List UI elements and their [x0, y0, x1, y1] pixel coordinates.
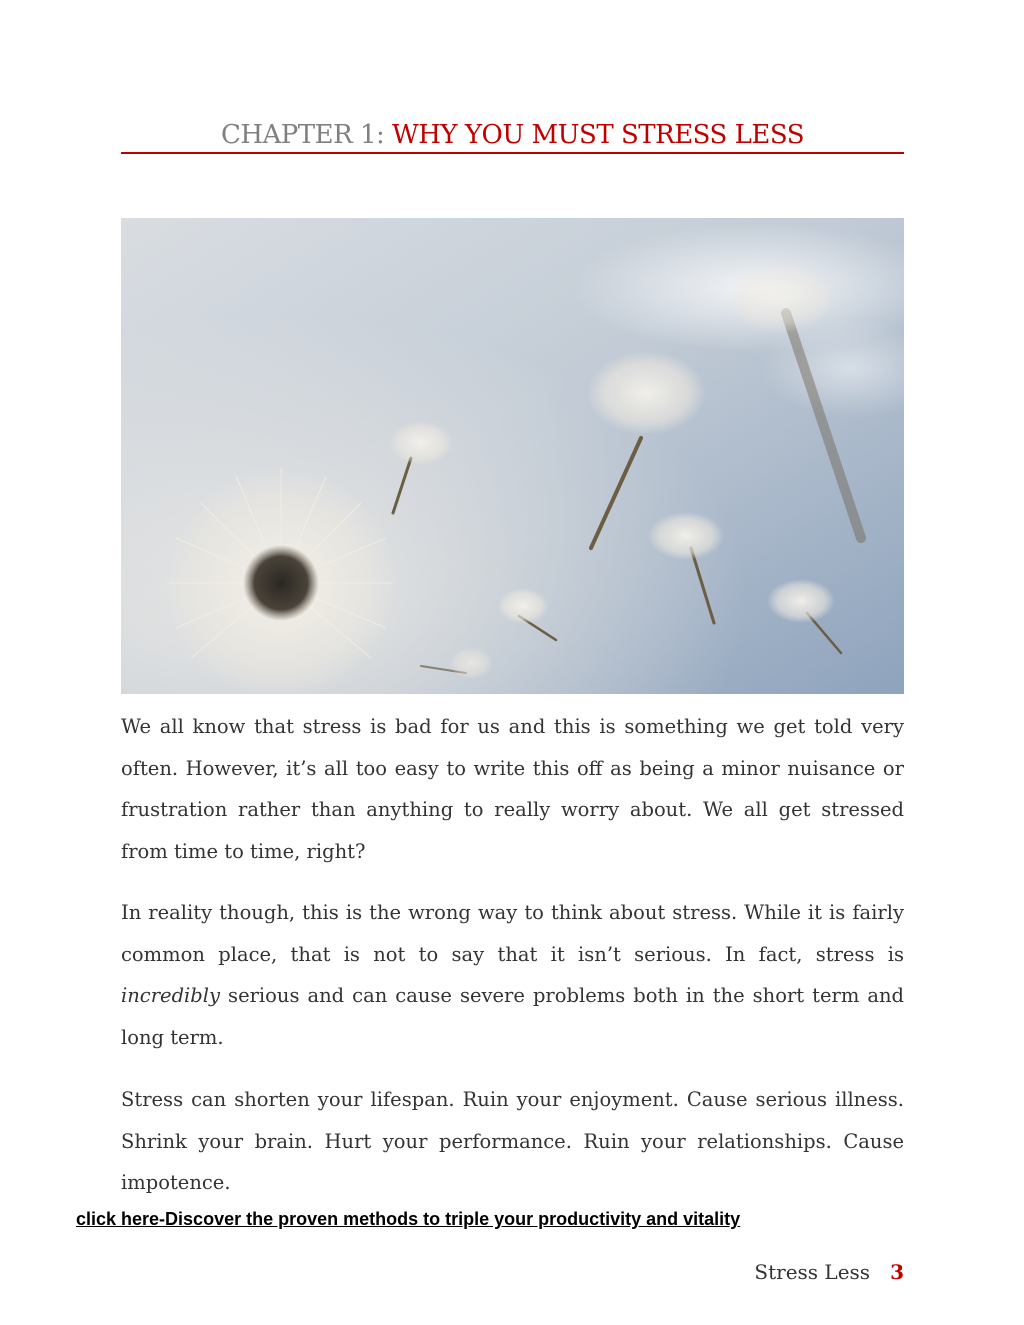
chapter-heading	[121, 118, 904, 152]
page-number: 3	[890, 1260, 904, 1284]
page-footer	[754, 1259, 904, 1285]
emphasis-incredibly: incredibly	[121, 984, 221, 1008]
body-paragraph-1: We all know that stress is bad for us and this is something we get told very often. However, it’s all too easy to write this off as being a minor nuisance or frustration rather than anything to really worry about. We all get stressed from time to time, right?	[121, 715, 904, 864]
paragraph-2-text-start: In reality though, this is the wrong way to think about stress. While it is fairly common place, that is not to say that it isn’t serious. In fact, stress is	[121, 901, 904, 966]
body-paragraph-3: Stress can shorten your lifespan. Ruin your enjoyment. Cause serious illness. Shrink your brain. Hurt your performance. Ruin your relationships. Cause impotence.	[121, 1088, 904, 1195]
chapter-title: WHY YOU MUST STRESS LESS	[392, 120, 805, 150]
promo-link[interactable]: click here-Discover the proven methods to triple your productivity and vitality	[76, 1209, 741, 1229]
chapter-number: CHAPTER 1:	[220, 120, 385, 150]
footer-book-title: Stress Less	[754, 1260, 871, 1284]
paragraph-2-text-end: serious and can cause severe problems both in the short term and long term.	[121, 984, 904, 1050]
body-paragraph-2	[121, 892, 904, 1059]
heading-underline	[121, 152, 904, 154]
dandelion-image	[121, 218, 904, 694]
